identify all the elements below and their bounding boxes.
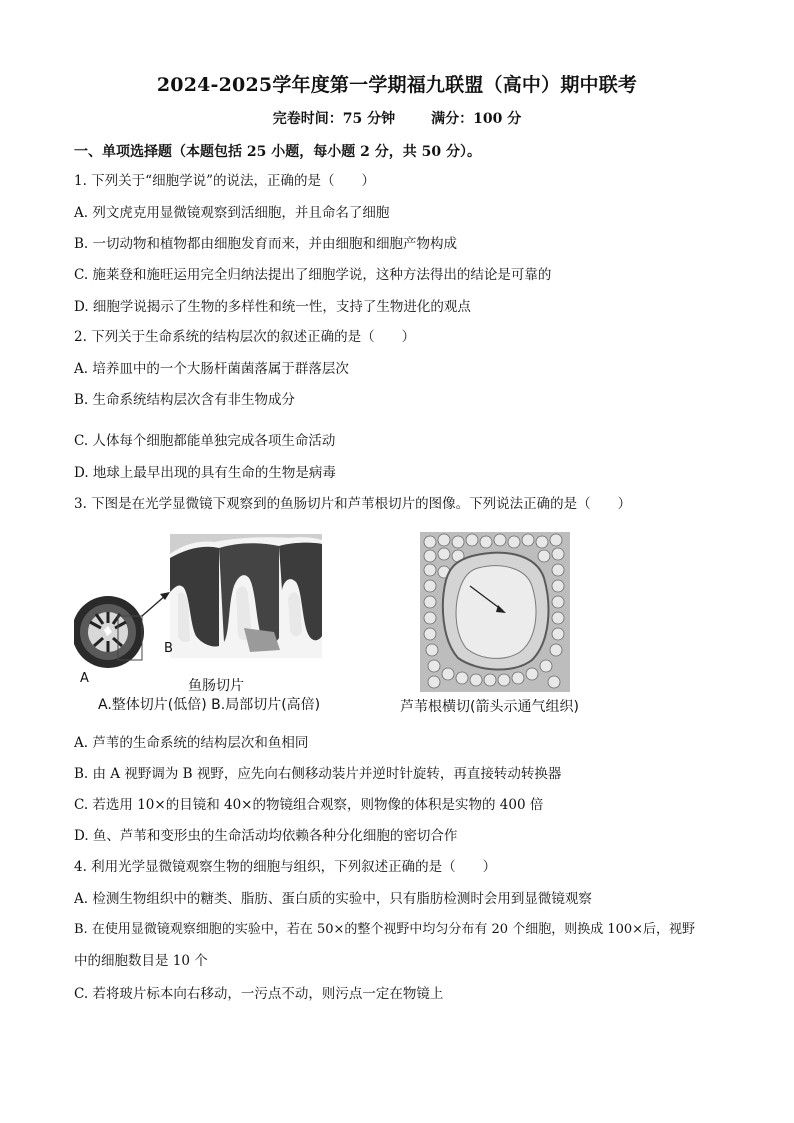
fish-subcaption: A.整体切片(低倍) B.局部切片(高倍) bbox=[98, 697, 321, 713]
label-b: B bbox=[164, 641, 173, 656]
reed-root-cross-section bbox=[420, 532, 570, 692]
q2-option-d: D. 地球上最早出现的具有生命的生物是病毒 bbox=[74, 465, 336, 481]
q1-option-c: C. 施莱登和施旺运用完全归纳法提出了细胞学说，这种方法得出的结论是可靠的 bbox=[74, 267, 552, 283]
q3-stem: 3. 下图是在光学显微镜下观察到的鱼肠切片和芦苇根切片的图像。下列说法正确的是（ ） bbox=[74, 496, 632, 512]
q2-option-b: B. 生命系统结构层次含有非生物成分 bbox=[74, 392, 296, 408]
q4-option-b-continued: 中的细胞数目是 10 个 bbox=[74, 953, 208, 969]
q4-option-c: C. 若将玻片标本向右移动，一污点不动，则污点一定在物镜上 bbox=[74, 986, 444, 1002]
q4-option-a: A. 检测生物组织中的糖类、脂肪、蛋白质的实验中，只有脂肪检测时会用到显微镜观察 bbox=[74, 891, 592, 907]
q2-stem: 2. 下列关于生命系统的结构层次的叙述正确的是（ ） bbox=[74, 329, 416, 345]
micrograph-figure bbox=[74, 528, 724, 728]
fish-intestine-whole-section bbox=[74, 596, 144, 668]
q3-option-d: D. 鱼、芦苇和变形虫的生命活动均依赖各种分化细胞的密切合作 bbox=[74, 828, 458, 844]
exam-time: 完卷时间：75 分钟 bbox=[272, 111, 396, 127]
section-title: 一、单项选择题（本题包括 25 小题，每小题 2 分，共 50 分）。 bbox=[74, 144, 481, 160]
zoom-arrow bbox=[142, 592, 170, 616]
q4-stem: 4. 利用光学显微镜观察生物的细胞与组织，下列叙述正确的是（ ） bbox=[74, 859, 497, 875]
q3-option-b: B. 由 A 视野调为 B 视野，应先向右侧移动装片并逆时针旋转，再直接转动转换器 bbox=[74, 766, 562, 782]
q3-figure bbox=[74, 528, 724, 728]
exam-info bbox=[0, 108, 794, 128]
q3-option-c: C. 若选用 10×的目镜和 40×的物镜组合观察，则物像的体积是实物的 400 倍 bbox=[74, 797, 544, 813]
q4-option-b: B. 在使用显微镜观察细胞的实验中，若在 50×的整个视野中均匀分布有 20 个细胞，则换成 100×后，视野 bbox=[74, 922, 696, 937]
q2-option-a: A. 培养皿中的一个大肠杆菌菌落属于群落层次 bbox=[74, 361, 349, 377]
label-a: A bbox=[80, 671, 89, 686]
q3-option-a: A. 芦苇的生命系统的结构层次和鱼相同 bbox=[74, 735, 309, 751]
q1-stem: 1. 下列关于“细胞学说”的说法，正确的是（ ） bbox=[74, 173, 375, 189]
reed-caption: 芦苇根横切(箭头示通气组织) bbox=[400, 699, 579, 715]
exam-title: 2024-2025学年度第一学期福九联盟（高中）期中联考 bbox=[156, 74, 638, 96]
q1-option-d: D. 细胞学说揭示了生物的多样性和统一性，支持了生物进化的观点 bbox=[74, 299, 471, 315]
fish-intestine-local-section bbox=[170, 534, 322, 658]
exam-score: 满分：100 分 bbox=[431, 111, 522, 127]
q2-option-c: C. 人体每个细胞都能单独完成各项生命活动 bbox=[74, 433, 336, 449]
fish-caption: 鱼肠切片 bbox=[188, 678, 244, 694]
q1-option-a: A. 列文虎克用显微镜观察到活细胞，并且命名了细胞 bbox=[74, 205, 390, 221]
q1-option-b: B. 一切动物和植物都由细胞发育而来，并由细胞和细胞产物构成 bbox=[74, 236, 458, 252]
